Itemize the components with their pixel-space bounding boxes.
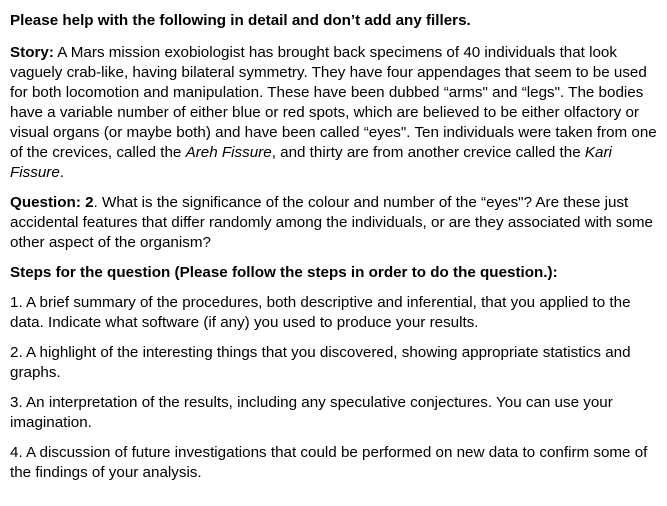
story-text-3: . — [59, 164, 65, 181]
question-text: . What is the significance of the colour and number of the “eyes"? Are these just accidental features that differ randomly among the individuals, or are they associated with some other aspect of the organism? — [10, 194, 654, 251]
question-label: Question: 2 — [10, 194, 94, 211]
story-text-2: , and thirty are from another crevice called the — [271, 144, 585, 161]
steps-heading: Steps for the question (Please follow the steps in order to do the question.): — [10, 264, 558, 281]
story-paragraph — [10, 43, 657, 183]
story-label: Story: — [10, 44, 54, 61]
question-paragraph — [10, 193, 657, 253]
place-areh-fissure: Areh Fissure — [185, 144, 272, 161]
step-item: 3. An interpretation of the results, including any speculative conjectures. You can use your imagination. — [10, 394, 613, 431]
place-kari-fissure: Kari Fissure — [10, 144, 612, 181]
step-item: 2. A highlight of the interesting things that you discovered, showing appropriate statistics and graphs. — [10, 344, 631, 381]
step-item: 4. A discussion of future investigations that could be performed on new data to confirm some of the findings of your analysis. — [10, 444, 648, 481]
step-item: 1. A brief summary of the procedures, both descriptive and inferential, that you applied to the data. Indicate what software (if any) you used to produce your results. — [10, 294, 631, 331]
instruction-heading: Please help with the following in detail and don’t add any fillers. — [10, 12, 471, 29]
story-text-1: A Mars mission exobiologist has brought back specimens of 40 individuals that look vaguely crab-like, having bilateral symmetry. They have four appendages that seem to be used for both locomotion and manipulation. These have been dubbed “arms" and “legs". The bodies have a variable number of either blue or red spots, which are believed to be either olfactory or visual organs (or maybe both) and have been called “eyes". Ten individuals were taken from one of the crevices, called the — [10, 44, 657, 161]
